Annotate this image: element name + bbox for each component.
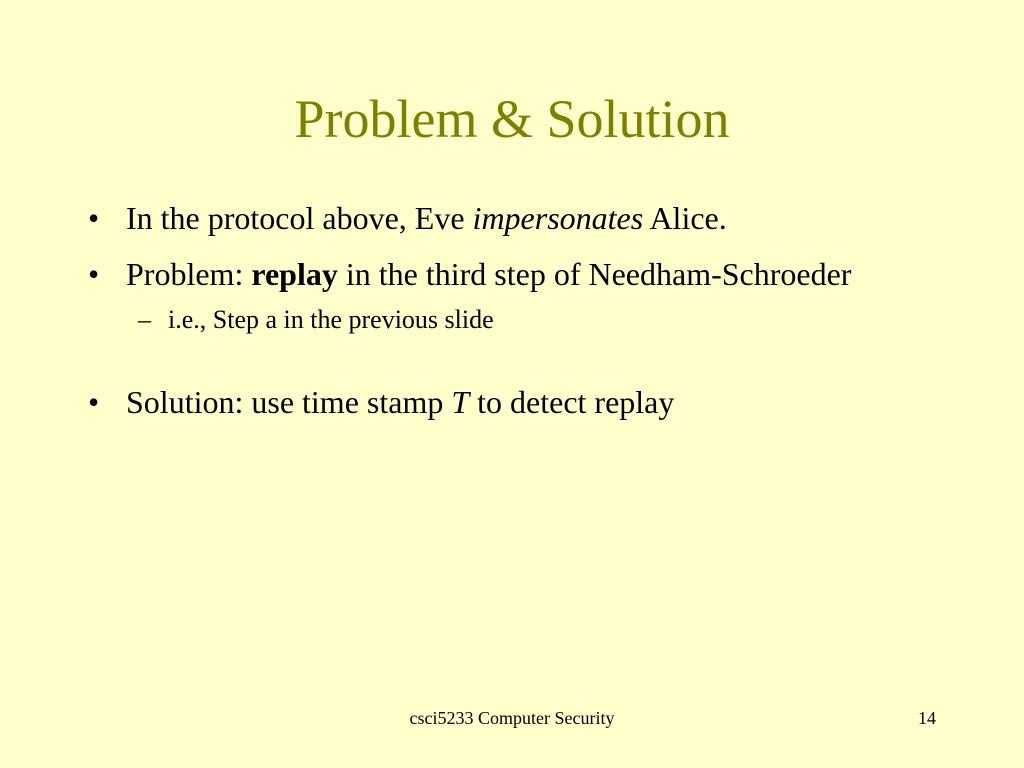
bullet-item-problem [88, 252, 948, 296]
bullet-item-solution [88, 380, 948, 424]
footer-course: csci5233 Computer Security [409, 708, 615, 728]
sub-bullet-item-step-a [88, 302, 948, 338]
bullet-emphasis-impersonates: impersonates [472, 200, 644, 236]
sub-bullet-dash-icon: – [138, 305, 151, 334]
bullet-emphasis-timestamp: T [451, 384, 470, 420]
bullet-emphasis-replay: replay [251, 256, 338, 292]
bullet-item-impersonation [88, 196, 948, 240]
bullet-text-prefix: In the protocol above, Eve [126, 200, 473, 236]
bullet-dot-icon: • [88, 256, 100, 292]
bullet-text-prefix: Solution: use time stamp [126, 384, 452, 420]
bullet-text-suffix: Alice. [643, 200, 727, 236]
sub-bullet-text: i.e., Step a in the previous slide [168, 305, 494, 334]
bullet-text-suffix: to detect replay [469, 384, 675, 420]
bullet-list [88, 196, 948, 424]
slide-title: Problem & Solution [294, 89, 730, 149]
bullet-dot-icon: • [88, 384, 100, 420]
bullet-text-prefix: Problem: [126, 256, 252, 292]
bullet-text-suffix: in the third step of Needham-Schroeder [337, 256, 852, 292]
footer-page-number: 14 [918, 708, 936, 728]
bullet-dot-icon: • [88, 200, 100, 236]
